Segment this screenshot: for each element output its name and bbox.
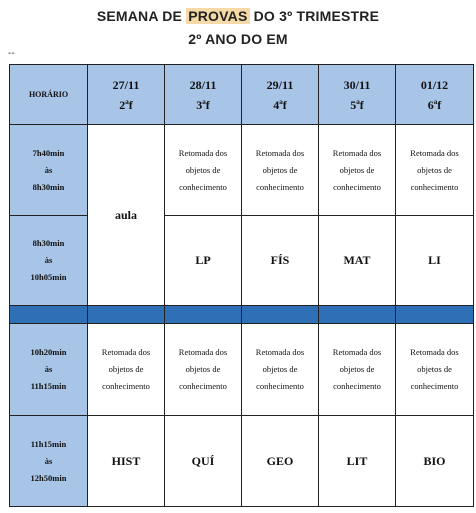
exam-schedule-table bbox=[9, 64, 474, 507]
retomada-line: objetos de bbox=[417, 364, 452, 374]
retomada-line: conhecimento bbox=[333, 381, 381, 391]
retomada-line: conhecimento bbox=[179, 381, 227, 391]
separator-cell bbox=[319, 306, 396, 324]
retomada-cell bbox=[396, 324, 474, 416]
retomada-cell bbox=[242, 125, 319, 216]
subject-cell: HIST bbox=[88, 416, 165, 507]
retomada-line: conhecimento bbox=[410, 181, 459, 192]
retomada-line: Retomada dos bbox=[255, 347, 305, 357]
retomada-line: Retomada dos bbox=[410, 347, 459, 357]
table-row bbox=[10, 416, 474, 507]
title-line-1 bbox=[0, 8, 476, 24]
time-start: 11h15min bbox=[30, 438, 67, 449]
retomada-line: Retomada dos bbox=[178, 347, 228, 357]
marker-text: -- bbox=[8, 48, 15, 59]
time-end: 11h15min bbox=[30, 381, 67, 391]
day-date: 27/11 bbox=[112, 77, 140, 92]
day-weekday: 2ªf bbox=[119, 97, 133, 112]
separator-cell bbox=[88, 306, 165, 324]
retomada-line: conhecimento bbox=[102, 381, 150, 391]
table-row bbox=[10, 216, 474, 306]
day-date: 01/12 bbox=[420, 77, 449, 92]
subject-cell: LP bbox=[165, 216, 242, 306]
day-header bbox=[242, 65, 319, 125]
subject-cell: GEO bbox=[242, 416, 319, 507]
retomada-line: Retomada dos bbox=[178, 147, 228, 158]
title-line-2: 2º ANO DO EM bbox=[188, 31, 288, 47]
separator-cell bbox=[242, 306, 319, 324]
retomada-line: objetos de bbox=[262, 164, 298, 175]
day-header bbox=[396, 65, 474, 125]
time-end: 12h50min bbox=[30, 472, 67, 483]
retomada-cell bbox=[165, 125, 242, 216]
retomada-line: objetos de bbox=[339, 164, 375, 175]
day-weekday: 3ªf bbox=[196, 97, 210, 112]
time-cell bbox=[10, 125, 88, 216]
retomada-line: objetos de bbox=[108, 364, 144, 374]
separator-cell bbox=[10, 306, 88, 324]
day-weekday: 6ªf bbox=[427, 97, 442, 112]
day-header bbox=[88, 65, 165, 125]
retomada-line: Retomada dos bbox=[101, 347, 151, 357]
time-cell bbox=[10, 416, 88, 507]
retomada-cell bbox=[88, 324, 165, 416]
retomada-line: objetos de bbox=[185, 164, 221, 175]
retomada-cell bbox=[242, 324, 319, 416]
day-weekday: 5ªf bbox=[350, 97, 364, 112]
retomada-line: conhecimento bbox=[333, 181, 381, 192]
subject-cell: BIO bbox=[396, 416, 474, 507]
retomada-cell bbox=[319, 324, 396, 416]
retomada-line: conhecimento bbox=[410, 381, 459, 391]
title-text-start: SEMANA DE bbox=[96, 8, 187, 24]
day-date: 29/11 bbox=[266, 77, 294, 92]
time-end: 8h30min bbox=[32, 181, 65, 192]
day-date: 30/11 bbox=[343, 77, 371, 92]
day-date: 28/11 bbox=[189, 77, 217, 92]
table-row bbox=[10, 125, 474, 216]
subject-cell: MAT bbox=[319, 216, 396, 306]
table-row bbox=[10, 324, 474, 416]
subject-cell: QUÍ bbox=[165, 416, 242, 507]
retomada-line: Retomada dos bbox=[255, 147, 305, 158]
time-sep: às bbox=[44, 255, 53, 265]
retomada-cell bbox=[396, 125, 474, 216]
retomada-line: conhecimento bbox=[256, 381, 304, 391]
retomada-line: Retomada dos bbox=[410, 147, 459, 158]
retomada-cell bbox=[319, 125, 396, 216]
day-header bbox=[165, 65, 242, 125]
retomada-line: conhecimento bbox=[179, 181, 227, 192]
aula-cell: aula bbox=[88, 125, 165, 306]
subject-cell: LI bbox=[396, 216, 474, 306]
time-start: 10h20min bbox=[30, 347, 67, 357]
day-header bbox=[319, 65, 396, 125]
separator-row bbox=[10, 306, 474, 324]
title-text-end: DO 3º TRIMESTRE bbox=[249, 8, 380, 24]
retomada-line: objetos de bbox=[262, 364, 298, 374]
time-sep: às bbox=[44, 364, 53, 374]
retomada-line: objetos de bbox=[185, 364, 221, 374]
time-start: 8h30min bbox=[32, 238, 65, 248]
title-highlight: PROVAS bbox=[188, 8, 248, 24]
time-cell bbox=[10, 324, 88, 416]
retomada-line: Retomada dos bbox=[332, 147, 382, 158]
separator-cell bbox=[165, 306, 242, 324]
horario-header: HORÁRIO bbox=[10, 65, 88, 125]
time-sep: às bbox=[44, 164, 53, 175]
day-weekday: 4ªf bbox=[273, 97, 287, 112]
time-end: 10h05min bbox=[30, 272, 67, 282]
header-row bbox=[10, 65, 474, 125]
retomada-line: conhecimento bbox=[256, 181, 304, 192]
retomada-line: objetos de bbox=[417, 164, 452, 175]
subject-cell: FÍS bbox=[242, 216, 319, 306]
separator-cell bbox=[396, 306, 474, 324]
time-cell bbox=[10, 216, 88, 306]
retomada-line: Retomada dos bbox=[332, 347, 382, 357]
time-start: 7h40min bbox=[32, 147, 65, 158]
retomada-cell bbox=[165, 324, 242, 416]
time-sep: às bbox=[44, 455, 53, 466]
subject-cell: LIT bbox=[319, 416, 396, 507]
retomada-line: objetos de bbox=[339, 364, 375, 374]
